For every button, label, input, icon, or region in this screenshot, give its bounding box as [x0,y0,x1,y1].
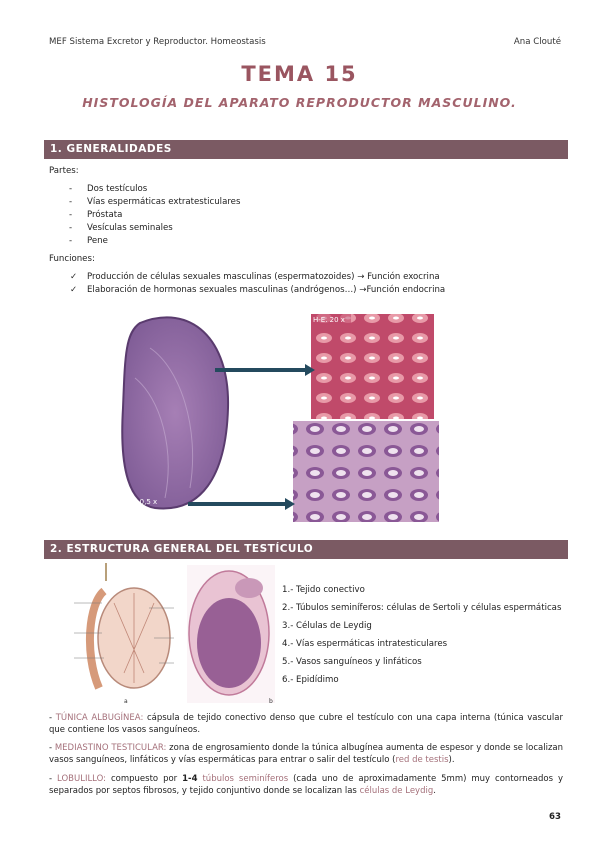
header-author: Ana Clouté [513,37,561,47]
caption-he-05x: H-E. 0,5 x [123,498,158,506]
list-item: 5.- Vasos sanguíneos y linfáticos [282,657,422,667]
histology-high-mag-image [310,313,435,423]
histology-figure-svg [120,308,440,523]
header-doc-title: MEF Sistema Excretor y Reproductor. Homeostasis [49,37,266,47]
paragraph-mediastino: - MEDIASTINO TESTICULAR: zona de engrosamiento donde la túnica albugínea aumenta de espesor y donde se localizan vasos sanguíneos, linfáticos y vías espermáticas para entrar o salir del testículo (red de testis). [49,743,564,765]
term-tunica-albuginea: TÚNICA ALBUGÍNEA: [55,713,144,723]
list-item: 6.- Epidídimo [282,675,339,685]
paragraph-tunica-albuginea: - TÚNICA ALBUGÍNEA: cápsula de tejido conectivo denso que cubre el testículo con una capa interna (túnica vascular que contiene los vasos sanguíneos. [49,713,564,735]
caption-he-20x: H-E. 20 x [313,316,345,324]
section-heading-estructura: 2. ESTRUCTURA GENERAL DEL TESTÍCULO [44,540,568,559]
term-mediastino: MEDIASTINO TESTICULAR: [54,743,167,753]
paragraph-lobulillo: - LOBULILLO: compuesto por 1-4 túbulos seminíferos (cada uno de aproximadamente 5mm) muy contorneados y separados por septos fibrosos, y tejido conjuntivo donde se localizan las células de Leydig. [49,774,564,796]
figure-label-b: b [269,698,273,705]
testis-diagram-figure [44,563,276,706]
list-item: 3.- Células de Leydig [282,621,372,631]
list-item: 1.- Tejido conectivo [282,585,365,595]
seminiferous-tubules-image [292,420,440,523]
page-number: 63 [549,812,561,822]
testis-diagram-svg [44,563,276,706]
check-icon: ✓ [70,272,78,282]
testis-section-image [122,317,228,508]
funciones-label: Funciones: [49,254,95,264]
term-lobulillo: LOBULILLO: [57,774,107,784]
section-heading-generalidades: 1. GENERALIDADES [44,140,568,159]
figure-label-a: a [124,698,128,705]
list-item: 2.- Túbulos seminíferos: células de Sertoli y células espermáticas [282,603,562,613]
list-item: 4.- Vías espermáticas intratesticulares [282,639,448,649]
partes-label: Partes: [49,166,79,176]
histology-figure-testis [120,308,440,523]
page-title: TEMA 15 [241,62,358,86]
page-subtitle: HISTOLOGÍA DEL APARATO REPRODUCTOR MASCULINO. [82,95,517,110]
check-icon: ✓ [70,285,78,295]
